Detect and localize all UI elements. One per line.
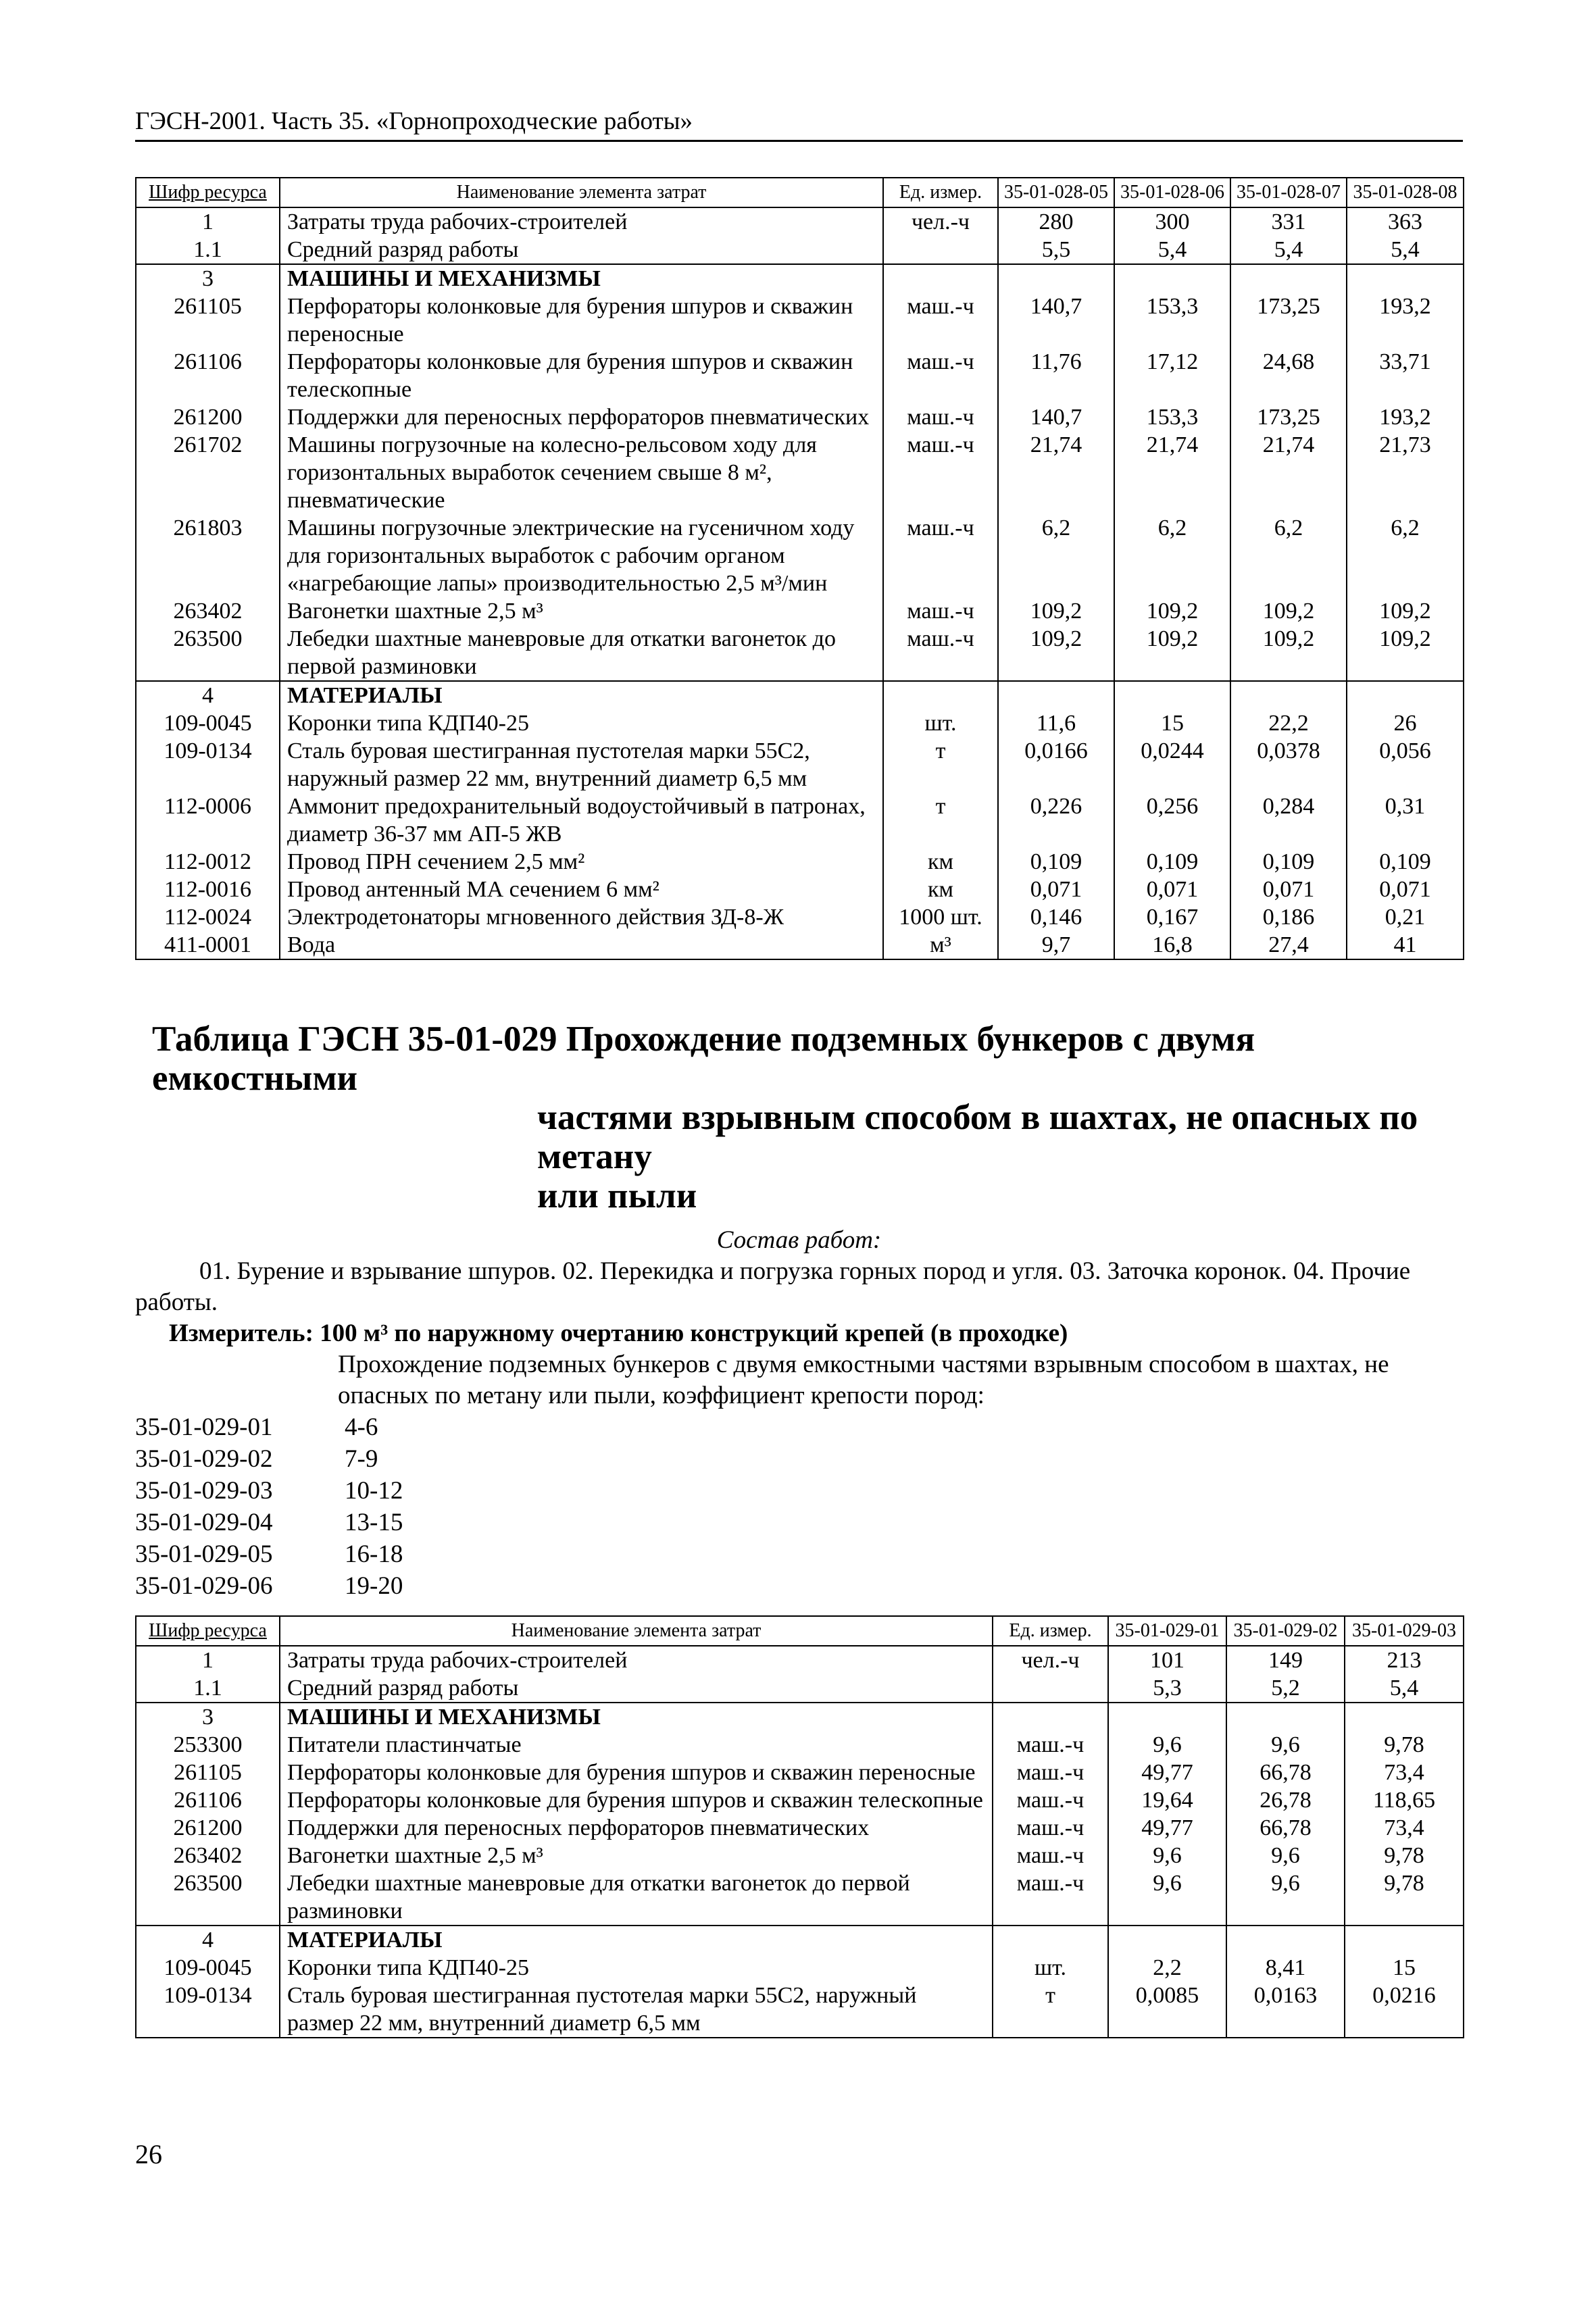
value-cell: 193,2 <box>1347 403 1464 431</box>
value-cell: 6,2 <box>998 514 1114 597</box>
unit-cell: маш.-ч <box>993 1814 1108 1842</box>
value-cell: 5,5 <box>998 236 1114 264</box>
table-row <box>136 597 1464 625</box>
cost-element-name: Провод антенный МА сечением 6 мм² <box>280 876 883 903</box>
value-cell: 9,6 <box>1226 1731 1345 1759</box>
value-cell: 21,74 <box>998 431 1114 514</box>
value-cell: 109,2 <box>998 597 1114 625</box>
value-cell: 0,109 <box>998 848 1114 876</box>
resource-code: 261200 <box>136 1814 280 1842</box>
hardness-range: 4-6 <box>345 1413 378 1441</box>
value-cell: 6,2 <box>1114 514 1230 597</box>
value-cell: 0,071 <box>1347 876 1464 903</box>
cost-element-name: Сталь буровая шестигранная пустотелая марки 55С2, наружный размер 22 мм, внутренний диаметр 6,5 мм <box>280 737 883 793</box>
value-cell <box>1226 1926 1345 1954</box>
value-cell <box>1347 264 1464 293</box>
table-row <box>136 1674 1464 1703</box>
value-cell: 0,186 <box>1230 903 1347 931</box>
hardness-range: 19-20 <box>345 1571 403 1600</box>
value-cell: 9,6 <box>1226 1842 1345 1869</box>
value-cell: 153,3 <box>1114 293 1230 348</box>
value-cell: 11,76 <box>998 348 1114 403</box>
column-header-text: Шифр ресурса <box>149 1619 267 1641</box>
cost-element-name: Машины погрузочные на колесно-рельсовом ходу для горизонтальных выработок сечением свыше 8 м², пневматические <box>280 431 883 514</box>
resource-code: 112-0012 <box>136 848 280 876</box>
code-list-item <box>135 1411 1463 1443</box>
value-cell: 0,167 <box>1114 903 1230 931</box>
work-composition-text: 01. Бурение и взрывание шпуров. 02. Перекидка и погрузка горных пород и угля. 03. Заточка коронок. 04. Прочие работы. <box>135 1257 1411 1316</box>
value-cell: 0,256 <box>1114 793 1230 848</box>
value-cell: 363 <box>1347 207 1464 236</box>
cost-element-name: Средний разряд работы <box>280 236 883 264</box>
value-cell: 0,0216 <box>1345 1982 1464 2038</box>
resource-code: 263500 <box>136 625 280 681</box>
value-cell: 9,78 <box>1345 1731 1464 1759</box>
resource-code: 112-0006 <box>136 793 280 848</box>
measurer: Измеритель: 100 м³ по наружному очертанию конструкций крепей (в проходке) <box>169 1319 1068 1347</box>
table-title-line-3: или пыли <box>537 1176 697 1215</box>
value-cell: 9,6 <box>1226 1869 1345 1926</box>
value-cell: 73,4 <box>1345 1759 1464 1786</box>
unit-cell: маш.-ч <box>883 403 998 431</box>
cost-element-name: Питатели пластинчатые <box>280 1731 993 1759</box>
value-cell: 5,4 <box>1347 236 1464 264</box>
value-cell: 26,78 <box>1226 1786 1345 1814</box>
cost-element-name: Электродетонаторы мгновенного действия ЗД-8-Ж <box>280 903 883 931</box>
resource-code: 261702 <box>136 431 280 514</box>
table-row <box>136 1842 1464 1869</box>
value-cell: 0,109 <box>1114 848 1230 876</box>
table-header-row <box>136 1616 1464 1646</box>
table-row <box>136 514 1464 597</box>
cost-element-name: Сталь буровая шестигранная пустотелая марки 55С2, наружный размер 22 мм, внутренний диаметр 6,5 мм <box>280 1982 993 2038</box>
hardness-range: 13-15 <box>345 1508 403 1536</box>
value-cell: 109,2 <box>1114 597 1230 625</box>
value-cell: 15 <box>1114 709 1230 737</box>
value-cell: 9,6 <box>1108 1869 1226 1926</box>
resource-code: 261106 <box>136 1786 280 1814</box>
value-cell <box>1114 264 1230 293</box>
value-cell: 0,146 <box>998 903 1114 931</box>
resource-code: 253300 <box>136 1731 280 1759</box>
cost-element-name: Затраты труда рабочих-строителей <box>280 207 883 236</box>
unit-cell <box>993 1926 1108 1954</box>
cost-element-name: МАТЕРИАЛЫ <box>280 681 883 709</box>
value-cell: 0,071 <box>1114 876 1230 903</box>
resource-code: 112-0016 <box>136 876 280 903</box>
resource-code: 4 <box>136 681 280 709</box>
value-cell: 33,71 <box>1347 348 1464 403</box>
unit-cell: т <box>993 1982 1108 2038</box>
unit-cell: маш.-ч <box>993 1786 1108 1814</box>
table-row <box>136 431 1464 514</box>
unit-cell: чел.-ч <box>883 207 998 236</box>
code-list-item <box>135 1538 1463 1570</box>
value-cell: 41 <box>1347 931 1464 959</box>
unit-cell: м³ <box>883 931 998 959</box>
resource-code: 109-0134 <box>136 1982 280 2038</box>
value-cell <box>1230 264 1347 293</box>
value-cell: 0,226 <box>998 793 1114 848</box>
value-cell <box>1345 1926 1464 1954</box>
code-list-item <box>135 1570 1463 1602</box>
value-cell: 0,056 <box>1347 737 1464 793</box>
norm-code: 35-01-029-05 <box>135 1540 273 1568</box>
value-cell: 9,7 <box>998 931 1114 959</box>
value-cell: 300 <box>1114 207 1230 236</box>
measurer-description: Прохождение подземных бункеров с двумя емкостными частями взрывным способом в шахтах, не опасных по метану или пыли, коэффициент крепости пород: <box>338 1350 1389 1409</box>
column-header: 35-01-029-01 <box>1108 1616 1226 1646</box>
cost-element-name: Коронки типа КДП40-25 <box>280 709 883 737</box>
unit-cell: чел.-ч <box>993 1646 1108 1674</box>
table-row <box>136 1814 1464 1842</box>
resource-code: 263402 <box>136 1842 280 1869</box>
value-cell: 19,64 <box>1108 1786 1226 1814</box>
value-cell: 15 <box>1345 1954 1464 1982</box>
unit-cell <box>883 264 998 293</box>
norm-code: 35-01-029-04 <box>135 1508 273 1536</box>
value-cell <box>1230 681 1347 709</box>
column-header: 35-01-028-08 <box>1347 178 1464 207</box>
value-cell <box>1345 1703 1464 1731</box>
value-cell: 26 <box>1347 709 1464 737</box>
cost-element-name: Перфораторы колонковые для бурения шпуров и скважин переносные <box>280 293 883 348</box>
value-cell <box>1114 681 1230 709</box>
cost-element-name: Аммонит предохранительный водоустойчивый в патронах, диаметр 36-37 мм АП-5 ЖВ <box>280 793 883 848</box>
cost-element-name: Лебедки шахтные маневровые для откатки вагонеток до первой разминовки <box>280 1869 993 1926</box>
value-cell: 149 <box>1226 1646 1345 1674</box>
unit-cell <box>883 681 998 709</box>
resource-code: 109-0045 <box>136 709 280 737</box>
resource-code: 4 <box>136 1926 280 1954</box>
value-cell: 109,2 <box>998 625 1114 681</box>
column-header: 35-01-029-03 <box>1345 1616 1464 1646</box>
table-row <box>136 737 1464 793</box>
resource-code: 1 <box>136 207 280 236</box>
value-cell <box>1108 1926 1226 1954</box>
value-cell: 21,73 <box>1347 431 1464 514</box>
table-row <box>136 1646 1464 1674</box>
table-row <box>136 793 1464 848</box>
code-list-item <box>135 1475 1463 1507</box>
unit-cell: маш.-ч <box>993 1869 1108 1926</box>
value-cell: 109,2 <box>1347 597 1464 625</box>
unit-cell: маш.-ч <box>883 597 998 625</box>
resource-code: 112-0024 <box>136 903 280 931</box>
value-cell: 213 <box>1345 1646 1464 1674</box>
value-cell: 5,2 <box>1226 1674 1345 1703</box>
value-cell: 280 <box>998 207 1114 236</box>
table-header-row <box>136 178 1464 207</box>
unit-cell: маш.-ч <box>883 625 998 681</box>
value-cell: 140,7 <box>998 403 1114 431</box>
value-cell: 140,7 <box>998 293 1114 348</box>
unit-cell: шт. <box>993 1954 1108 1982</box>
resource-code: 1 <box>136 1646 280 1674</box>
unit-cell: 1000 шт. <box>883 903 998 931</box>
value-cell: 0,109 <box>1230 848 1347 876</box>
cost-element-name: МАТЕРИАЛЫ <box>280 1926 993 1954</box>
running-header: ГЭСН-2001. Часть 35. «Горнопроходческие работы» <box>135 108 1463 142</box>
page-number: 26 <box>135 2139 162 2169</box>
unit-cell: маш.-ч <box>993 1731 1108 1759</box>
value-cell: 101 <box>1108 1646 1226 1674</box>
resource-code: 3 <box>136 1703 280 1731</box>
table-row <box>136 876 1464 903</box>
value-cell: 173,25 <box>1230 293 1347 348</box>
hardness-range: 7-9 <box>345 1444 378 1473</box>
value-cell: 8,41 <box>1226 1954 1345 1982</box>
value-cell: 173,25 <box>1230 403 1347 431</box>
column-header: 35-01-028-07 <box>1230 178 1347 207</box>
norm-code: 35-01-029-01 <box>135 1413 273 1441</box>
table-row <box>136 1759 1464 1786</box>
value-cell: 11,6 <box>998 709 1114 737</box>
cost-element-name: Перфораторы колонковые для бурения шпуров и скважин телескопные <box>280 348 883 403</box>
value-cell <box>1347 681 1464 709</box>
resource-code: 3 <box>136 264 280 293</box>
section-heading-row <box>136 1703 1464 1731</box>
code-list-item <box>135 1443 1463 1475</box>
table-row <box>136 1731 1464 1759</box>
value-cell <box>998 264 1114 293</box>
value-cell: 49,77 <box>1108 1814 1226 1842</box>
column-header-text: Шифр ресурса <box>149 181 267 203</box>
table-row <box>136 1786 1464 1814</box>
value-cell: 2,2 <box>1108 1954 1226 1982</box>
unit-cell: маш.-ч <box>993 1842 1108 1869</box>
value-cell: 109,2 <box>1347 625 1464 681</box>
column-header <box>136 178 280 207</box>
norm-code: 35-01-029-06 <box>135 1571 273 1600</box>
cost-element-name: Вагонетки шахтные 2,5 м³ <box>280 597 883 625</box>
value-cell: 9,78 <box>1345 1869 1464 1926</box>
resource-code: 261105 <box>136 293 280 348</box>
resource-code: 261200 <box>136 403 280 431</box>
unit-cell <box>993 1703 1108 1731</box>
value-cell: 118,65 <box>1345 1786 1464 1814</box>
resource-code: 411-0001 <box>136 931 280 959</box>
value-cell: 5,4 <box>1230 236 1347 264</box>
cost-element-name: Перфораторы колонковые для бурения шпуров и скважин переносные <box>280 1759 993 1786</box>
value-cell: 24,68 <box>1230 348 1347 403</box>
resource-code: 109-0134 <box>136 737 280 793</box>
column-header: 35-01-029-02 <box>1226 1616 1345 1646</box>
hardness-range: 10-12 <box>345 1476 403 1505</box>
cost-element-name: Лебедки шахтные маневровые для откатки вагонеток до первой разминовки <box>280 625 883 681</box>
section-heading-row <box>136 1926 1464 1954</box>
value-cell <box>1226 1703 1345 1731</box>
table-row <box>136 709 1464 737</box>
resource-code: 109-0045 <box>136 1954 280 1982</box>
value-cell: 0,31 <box>1347 793 1464 848</box>
cost-element-name: Перфораторы колонковые для бурения шпуров и скважин телескопные <box>280 1786 993 1814</box>
value-cell: 0,109 <box>1347 848 1464 876</box>
unit-cell: маш.-ч <box>883 514 998 597</box>
column-header: Наименование элемента затрат <box>280 178 883 207</box>
resource-code: 263500 <box>136 1869 280 1926</box>
value-cell: 21,74 <box>1230 431 1347 514</box>
cost-element-name: Поддержки для переносных перфораторов пневматических <box>280 403 883 431</box>
value-cell: 0,284 <box>1230 793 1347 848</box>
table-title-line-1: Таблица ГЭСН 35-01-029 Прохождение подземных бункеров с двумя емкостными <box>152 1019 1255 1098</box>
value-cell: 5,4 <box>1114 236 1230 264</box>
resource-code: 1.1 <box>136 1674 280 1703</box>
table-row <box>136 207 1464 236</box>
value-cell: 49,77 <box>1108 1759 1226 1786</box>
table-title <box>135 1020 1463 1215</box>
unit-cell: маш.-ч <box>883 293 998 348</box>
column-header: Наименование элемента затрат <box>280 1616 993 1646</box>
value-cell: 17,12 <box>1114 348 1230 403</box>
value-cell: 0,0166 <box>998 737 1114 793</box>
unit-cell: км <box>883 848 998 876</box>
cost-element-name: Вода <box>280 931 883 959</box>
value-cell: 9,6 <box>1108 1842 1226 1869</box>
resource-code: 263402 <box>136 597 280 625</box>
cost-element-name: Вагонетки шахтные 2,5 м³ <box>280 1842 993 1869</box>
resource-code: 261803 <box>136 514 280 597</box>
section-heading-row <box>136 264 1464 293</box>
unit-cell: т <box>883 793 998 848</box>
cost-element-name: МАШИНЫ И МЕХАНИЗМЫ <box>280 1703 993 1731</box>
value-cell: 0,071 <box>998 876 1114 903</box>
table-row <box>136 1982 1464 2038</box>
value-cell: 66,78 <box>1226 1814 1345 1842</box>
value-cell: 109,2 <box>1114 625 1230 681</box>
column-header: Ед. измер. <box>993 1616 1108 1646</box>
table-row <box>136 403 1464 431</box>
table-row <box>136 625 1464 681</box>
value-cell: 27,4 <box>1230 931 1347 959</box>
value-cell: 0,0244 <box>1114 737 1230 793</box>
value-cell: 0,071 <box>1230 876 1347 903</box>
table-row <box>136 236 1464 264</box>
cost-element-name: МАШИНЫ И МЕХАНИЗМЫ <box>280 264 883 293</box>
value-cell: 5,3 <box>1108 1674 1226 1703</box>
value-cell: 6,2 <box>1230 514 1347 597</box>
value-cell: 331 <box>1230 207 1347 236</box>
value-cell: 66,78 <box>1226 1759 1345 1786</box>
unit-cell: шт. <box>883 709 998 737</box>
value-cell: 16,8 <box>1114 931 1230 959</box>
value-cell: 109,2 <box>1230 597 1347 625</box>
unit-cell: маш.-ч <box>883 431 998 514</box>
code-list-item <box>135 1507 1463 1538</box>
code-list <box>135 1411 1463 1602</box>
value-cell: 9,6 <box>1108 1731 1226 1759</box>
column-header: Ед. измер. <box>883 178 998 207</box>
unit-cell <box>993 1674 1108 1703</box>
value-cell: 0,21 <box>1347 903 1464 931</box>
value-cell: 193,2 <box>1347 293 1464 348</box>
norm-code: 35-01-029-02 <box>135 1444 273 1473</box>
cost-element-name: Машины погрузочные электрические на гусеничном ходу для горизонтальных выработок с рабочим органом «нагребающие лапы» производительностью 2,5 м³/мин <box>280 514 883 597</box>
value-cell: 21,74 <box>1114 431 1230 514</box>
table-row <box>136 931 1464 959</box>
column-header: 35-01-028-05 <box>998 178 1114 207</box>
resource-code: 261106 <box>136 348 280 403</box>
table-row <box>136 903 1464 931</box>
table-row <box>136 1869 1464 1926</box>
value-cell <box>1108 1703 1226 1731</box>
value-cell: 0,0378 <box>1230 737 1347 793</box>
cost-element-name: Поддержки для переносных перфораторов пневматических <box>280 1814 993 1842</box>
column-header: 35-01-028-06 <box>1114 178 1230 207</box>
cost-element-name: Коронки типа КДП40-25 <box>280 1954 993 1982</box>
table-row <box>136 1954 1464 1982</box>
cost-element-name: Затраты труда рабочих-строителей <box>280 1646 993 1674</box>
value-cell: 0,0163 <box>1226 1982 1345 2038</box>
value-cell: 0,0085 <box>1108 1982 1226 2038</box>
section-heading-row <box>136 681 1464 709</box>
table-title-line-2: частями взрывным способом в шахтах, не опасных по метану <box>537 1097 1418 1176</box>
value-cell: 6,2 <box>1347 514 1464 597</box>
resource-code: 1.1 <box>136 236 280 264</box>
resource-table-029 <box>135 1615 1464 2038</box>
hardness-range: 16-18 <box>345 1540 403 1568</box>
value-cell: 5,4 <box>1345 1674 1464 1703</box>
table-row <box>136 293 1464 348</box>
table-row <box>136 848 1464 876</box>
cost-element-name: Провод ПРН сечением 2,5 мм² <box>280 848 883 876</box>
value-cell: 9,78 <box>1345 1842 1464 1869</box>
unit-cell <box>883 236 998 264</box>
unit-cell: маш.-ч <box>883 348 998 403</box>
unit-cell: маш.-ч <box>993 1759 1108 1786</box>
resource-code: 261105 <box>136 1759 280 1786</box>
value-cell: 109,2 <box>1230 625 1347 681</box>
work-composition-heading: Состав работ: <box>716 1226 882 1254</box>
norm-code: 35-01-029-03 <box>135 1476 273 1505</box>
unit-cell: т <box>883 737 998 793</box>
document-page <box>135 108 1463 2038</box>
unit-cell: км <box>883 876 998 903</box>
value-cell: 73,4 <box>1345 1814 1464 1842</box>
value-cell: 22,2 <box>1230 709 1347 737</box>
value-cell <box>998 681 1114 709</box>
cost-element-name: Средний разряд работы <box>280 1674 993 1703</box>
value-cell: 153,3 <box>1114 403 1230 431</box>
resource-table-028 <box>135 177 1464 960</box>
table-row <box>136 348 1464 403</box>
column-header <box>136 1616 280 1646</box>
